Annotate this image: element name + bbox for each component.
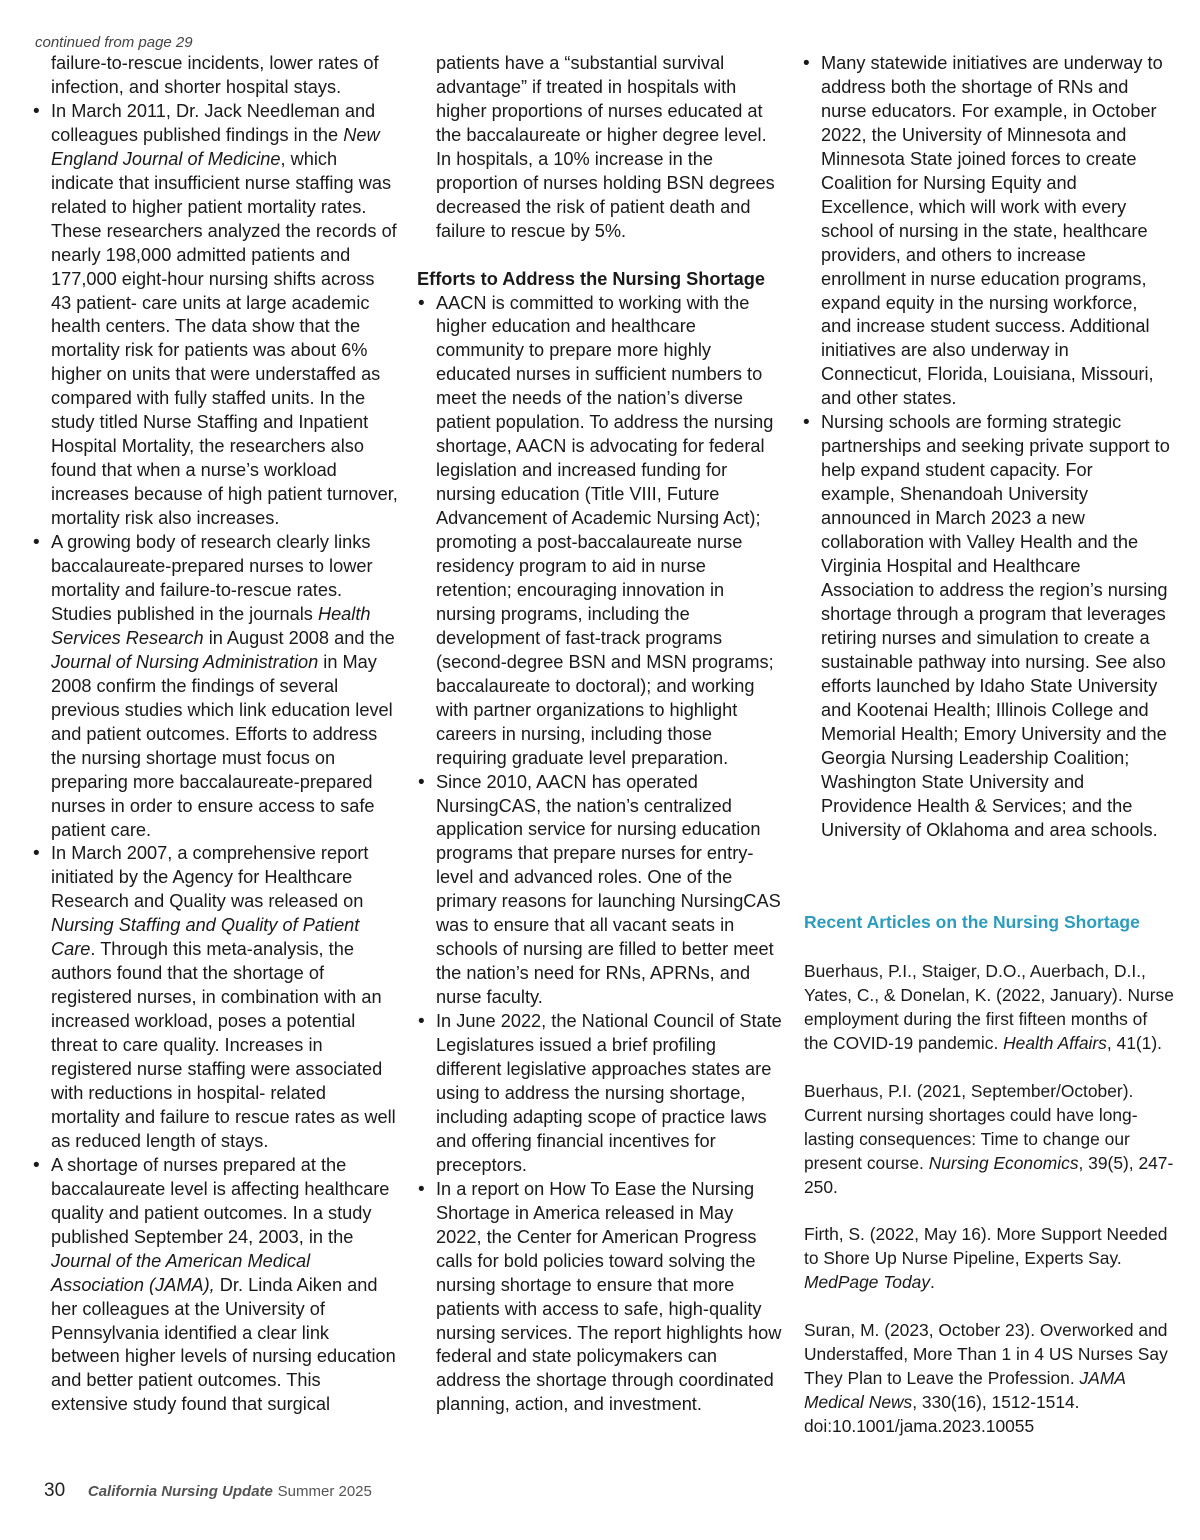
bullet-item <box>32 1154 398 1417</box>
bullet-item: • Since 2010, AACN has operated NursingCAS, the nation’s centralized application service for nursing education programs that prepare nurses for entry-level and advanced roles. One of the primary reasons for launching NursingCAS was to ensure that all vacant seats in schools of nursing are filled to better meet the nation’s need for RNs, APRNs, and nurse faculty. <box>417 771 783 1011</box>
reference-item <box>804 960 1174 1056</box>
journal-title: MedPage Today <box>804 1272 931 1293</box>
text: . Through this meta-analysis, the authors found that the shortage of registered nurses, in combination with an increased workload, poses a potential threat to care quality. Increases in registered nurse staffing were associated with reductions in hospital- related mortality and failure to rescue rates as well as reduced length of stays. <box>51 939 396 1151</box>
text: Buerhaus, P.I. (2021, September/October). Current nursing shortages could have long-lasting consequences: Time to change our present course. <box>804 1080 1138 1173</box>
page-number: 30 <box>44 1480 66 1501</box>
journal-title: Journal of the American Medical Association (JAMA), <box>51 1250 311 1295</box>
spacer <box>804 1056 1174 1080</box>
spacer <box>417 244 783 268</box>
text: in August 2008 and the <box>203 627 395 648</box>
reference-item <box>804 1080 1174 1200</box>
bullet-item: • AACN is committed to working with the higher education and healthcare community to prepare more highly educated nurses in sufficient numbers to meet the needs of the nation’s diverse patient population. To address the nursing shortage, AACN is advocating for federal legislation and increased funding for nursing education (Title VIII, Future Advancement of Academic Nursing Act); promoting a post-baccalaureate nurse residency program to aid in nurse retention; encouraging innovation in nursing programs, including the development of fast-track programs (second-degree BSN and MSN programs; baccalaureate to doctoral); and working with partner organizations to highlight careers in nursing, including those requiring graduate level preparation. <box>417 292 783 771</box>
journal-title: Journal of Nursing Administration <box>51 651 319 672</box>
paragraph: failure-to-rescue incidents, lower rates of infection, and shorter hospital stays. <box>51 53 379 97</box>
spacer <box>804 1200 1174 1224</box>
text: Suran, M. (2023, October 23). Overworked and Understaffed, More Than 1 in 4 US Nurses Say They Plan to Leave the Profession. <box>804 1320 1168 1389</box>
column-1 <box>32 52 398 1417</box>
bullet-item: • In June 2022, the National Council of State Legislatures issued a brief profiling different legislative approaches states are using to address the nursing shortage, including adapting scope of practice laws and offering financial incentives for preceptors. <box>417 1010 783 1178</box>
journal-title: JAMA Medical News <box>804 1368 1126 1413</box>
column-3 <box>802 52 1170 842</box>
text: . <box>930 1272 935 1293</box>
text: in May 2008 confirm the findings of several previous studies which link education level and patient outcomes. Efforts to address the nursing shortage must focus on preparing more baccalaureate-prepared nurses in order to ensure access to safe patient care. <box>51 651 393 840</box>
text: A shortage of nurses prepared at the baccalaureate level is affecting healthcare quality and patient outcomes. In a study published September 24, 2003, in the <box>51 1154 390 1247</box>
magazine-title: California Nursing Update <box>87 1483 273 1500</box>
text: Firth, S. (2022, May 16). More Support Needed to Shore Up Nurse Pipeline, Experts Say. <box>804 1224 1168 1269</box>
reference-list <box>804 960 1174 1439</box>
page-footer <box>44 1480 372 1502</box>
text: A growing body of research clearly links baccalaureate-prepared nurses to lower mortality and failure-to-rescue rates. Studies published in the journals <box>51 532 373 624</box>
text: , 41(1). <box>1106 1032 1162 1053</box>
journal-title: Health Services Research <box>51 603 371 648</box>
column-2 <box>417 52 783 1417</box>
paragraph: patients have a “substantial survival advantage” if treated in hospitals with higher proportions of nurses educated at the baccalaureate or higher degree level. In hospitals, a 10% increase in the proportion of nurses holding BSN degrees decreased the risk of patient death and failure to rescue by 5%. <box>436 53 775 241</box>
reference-item <box>804 1223 1174 1295</box>
section-heading: Efforts to Address the Nursing Shortage <box>417 268 765 289</box>
text: Buerhaus, P.I., Staiger, D.O., Auerbach, D.I., Yates, C., & Donelan, K. (2022, January). Nurse employment during the first fifteen months of the COVID-19 pandemic. <box>804 961 1174 1053</box>
text: Dr. Linda Aiken and her colleagues at the University of Pennsylvania identified a clear link between higher levels of nursing education and better patient outcomes. This extensive study found that surgical <box>51 1274 396 1415</box>
text: , 330(16), 1512-1514. doi:10.1001/jama.2023.10055 <box>804 1392 1080 1437</box>
journal-title: Nursing Economics <box>928 1152 1079 1173</box>
text: , 39(5), 247-250. <box>804 1152 1174 1197</box>
report-title: Nursing Staffing and Quality of Patient Care <box>51 915 360 960</box>
journal-title: New England Journal of Medicine <box>51 124 380 169</box>
bullet-item: • Many statewide initiatives are underway to address both the shortage of RNs and nurse educators. For example, in October 2022, the University of Minnesota and Minnesota State joined forces to create Coalition for Nursing Equity and Excellence, which will work with every school of nursing in the state, healthcare providers, and others to increase enrollment in nurse education programs, expand equity in the nursing workforce, and increase student success. Additional initiatives are also underway in Connecticut, Florida, Louisiana, Missouri, and other states. <box>802 52 1170 411</box>
bullet-item <box>32 100 398 531</box>
bullet-item: • Nursing schools are forming strategic partnerships and seeking private support to help expand student capacity. For example, Shenandoah University announced in March 2023 a new collaboration with Valley Health and the Virginia Hospital and Healthcare Association to address the region’s nursing shortage through a program that leverages retiring nurses and simulation to create a sustainable pathway into nursing. See also efforts launched by Idaho State University and Kootenai Health; Illinois College and Memorial Health; Emory University and the Georgia Nursing Leadership Coalition; Washington State University and Providence Health & Services; and the University of Oklahoma and area schools. <box>802 411 1170 842</box>
continued-note: continued from page 29 <box>35 34 193 51</box>
reference-item <box>804 1319 1174 1439</box>
journal-title: Health Affairs <box>1003 1032 1107 1053</box>
issue-label: Summer 2025 <box>277 1483 372 1500</box>
text: , which indicate that insufficient nurse staffing was related to higher patient mortality rates. These researchers analyzed the records of nearly 198,000 admitted patients and 177,000 eight-hour nursing shifts across 43 patient- care units at large academic health centers. The data show that the mortality risk for patients was about 6% higher on units that were understaffed as compared with fully staffed units. In the study titled Nurse Staffing and Inpatient Hospital Mortality, the researchers also found that when a nurse’s workload increases because of high patient turnover, mortality risk also increases. <box>51 148 398 529</box>
text: In March 2007, a comprehensive report initiated by the Agency for Healthcare Research and Quality was released on <box>51 843 369 912</box>
bullet-item: • In a report on How To Ease the Nursing Shortage in America released in May 2022, the Center for American Progress calls for bold policies toward solving the nursing shortage to ensure that more patients with access to safe, high-quality nursing services. The report highlights how federal and state policymakers can address the shortage through coordinated planning, action, and investment. <box>417 1178 783 1418</box>
text: In March 2011, Dr. Jack Needleman and colleagues published findings in the <box>51 100 376 145</box>
recent-articles-heading: Recent Articles on the Nursing Shortage <box>804 912 1140 932</box>
bullet-item <box>32 842 398 1153</box>
spacer <box>804 1295 1174 1319</box>
bullet-item <box>32 531 398 842</box>
